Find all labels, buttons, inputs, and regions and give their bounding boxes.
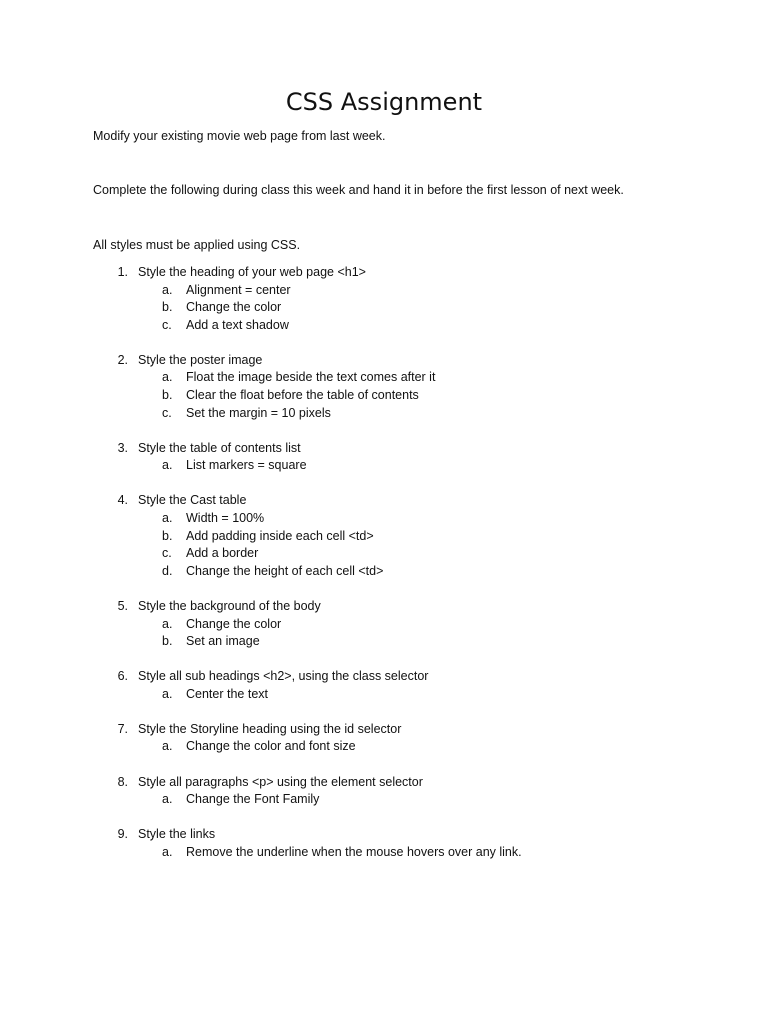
- task-item: [0, 440, 768, 475]
- subtask-item: [0, 457, 768, 475]
- subtask-text: List markers = square: [186, 458, 307, 473]
- subtask-list: [0, 616, 768, 651]
- task-text: Style the Cast table: [138, 493, 247, 508]
- subtask-item: [0, 387, 768, 405]
- subtask-letter: d.: [162, 563, 173, 578]
- subtask-letter: a.: [162, 370, 173, 385]
- subtask-text: Add padding inside each cell <td>: [186, 528, 374, 543]
- subtask-list: [0, 791, 768, 809]
- subtask-text: Change the color and font size: [186, 739, 356, 754]
- task-heading: [0, 598, 768, 616]
- task-heading: [0, 826, 768, 844]
- subtask-list: [0, 369, 768, 422]
- subtask-text: Float the image beside the text comes after it: [186, 370, 436, 385]
- subtask-text: Clear the float before the table of contents: [186, 388, 419, 403]
- task-text: Style the Storyline heading using the id selector: [138, 721, 402, 736]
- subtask-letter: a.: [162, 792, 173, 807]
- task-item: [0, 721, 768, 756]
- subtask-item: [0, 369, 768, 387]
- subtask-letter: a.: [162, 844, 173, 859]
- task-text: Style all sub headings <h2>, using the class selector: [138, 669, 429, 684]
- subtask-text: Change the color: [186, 300, 282, 315]
- subtask-item: [0, 791, 768, 809]
- task-text: Style the table of contents list: [138, 440, 301, 455]
- subtask-text: Add a border: [186, 546, 259, 561]
- intro-paragraph: Complete the following during class this week and hand it in before the first lesson of next week.: [93, 183, 624, 197]
- subtask-item: [0, 528, 768, 546]
- task-item: [0, 774, 768, 809]
- subtask-text: Set the margin = 10 pixels: [186, 405, 331, 420]
- task-number: 1.: [117, 265, 128, 279]
- subtask-item: [0, 545, 768, 563]
- task-text: Style the heading of your web page <h1>: [138, 265, 366, 279]
- task-number: 6.: [117, 669, 128, 684]
- task-item: [0, 598, 768, 651]
- subtask-text: Add a text shadow: [186, 317, 289, 332]
- subtask-list: [0, 282, 768, 335]
- subtask-item: [0, 299, 768, 317]
- subtask-letter: c.: [162, 317, 172, 332]
- subtask-text: Width = 100%: [186, 511, 265, 526]
- task-text: Style all paragraphs <p> using the element selector: [138, 774, 423, 789]
- subtask-letter: a.: [162, 282, 173, 297]
- subtask-letter: a.: [162, 616, 173, 631]
- subtask-item: [0, 738, 768, 756]
- subtask-item: [0, 616, 768, 634]
- task-number: 8.: [117, 774, 128, 789]
- subtask-list: [0, 686, 768, 704]
- subtask-text: Change the color: [186, 616, 282, 631]
- subtask-letter: a.: [162, 458, 173, 473]
- task-item: [0, 352, 768, 422]
- subtask-list: [0, 738, 768, 756]
- subtask-list: [0, 844, 768, 862]
- task-heading: [0, 264, 768, 282]
- task-heading: [0, 492, 768, 510]
- subtask-item: [0, 633, 768, 651]
- page-title: CSS Assignment: [285, 88, 483, 116]
- subtask-text: Remove the underline when the mouse hovers over any link.: [186, 844, 522, 859]
- subtask-list: [0, 457, 768, 475]
- task-heading: [0, 440, 768, 458]
- task-number: 7.: [117, 721, 128, 736]
- task-text: Style the background of the body: [138, 598, 321, 613]
- subtask-letter: b.: [162, 528, 173, 543]
- task-number: 9.: [117, 827, 128, 842]
- task-heading: [0, 721, 768, 739]
- subtask-item: [0, 510, 768, 528]
- task-item: [0, 264, 768, 334]
- subtask-letter: c.: [162, 546, 172, 561]
- subtask-text: Change the height of each cell <td>: [186, 563, 384, 578]
- subtask-letter: b.: [162, 388, 173, 403]
- subtask-text: Alignment = center: [186, 282, 291, 297]
- subtask-text: Set an image: [186, 634, 260, 649]
- subtask-item: [0, 282, 768, 300]
- subtask-letter: a.: [162, 739, 173, 754]
- task-number: 5.: [117, 598, 128, 613]
- task-item: [0, 492, 768, 580]
- task-number: 2.: [117, 352, 128, 367]
- task-text: Style the links: [138, 827, 216, 842]
- task-heading: [0, 668, 768, 686]
- task-text: Style the poster image: [138, 352, 263, 367]
- task-list: [0, 264, 768, 879]
- intro-paragraph: Modify your existing movie web page from last week.: [93, 129, 386, 143]
- subtask-item: [0, 405, 768, 423]
- subtask-item: [0, 686, 768, 704]
- subtask-item: [0, 563, 768, 581]
- subtask-list: [0, 510, 768, 580]
- subtask-text: Change the Font Family: [186, 792, 320, 807]
- task-heading: [0, 774, 768, 792]
- subtask-letter: a.: [162, 511, 173, 526]
- subtask-item: [0, 317, 768, 335]
- task-number: 3.: [117, 440, 128, 455]
- task-item: [0, 826, 768, 861]
- intro-paragraph: All styles must be applied using CSS.: [93, 238, 301, 252]
- subtask-letter: b.: [162, 300, 173, 315]
- subtask-text: Center the text: [186, 686, 268, 701]
- task-heading: [0, 352, 768, 370]
- task-item: [0, 668, 768, 703]
- subtask-letter: c.: [162, 405, 172, 420]
- subtask-letter: b.: [162, 634, 173, 649]
- subtask-letter: a.: [162, 686, 173, 701]
- task-number: 4.: [117, 493, 128, 508]
- subtask-item: [0, 844, 768, 862]
